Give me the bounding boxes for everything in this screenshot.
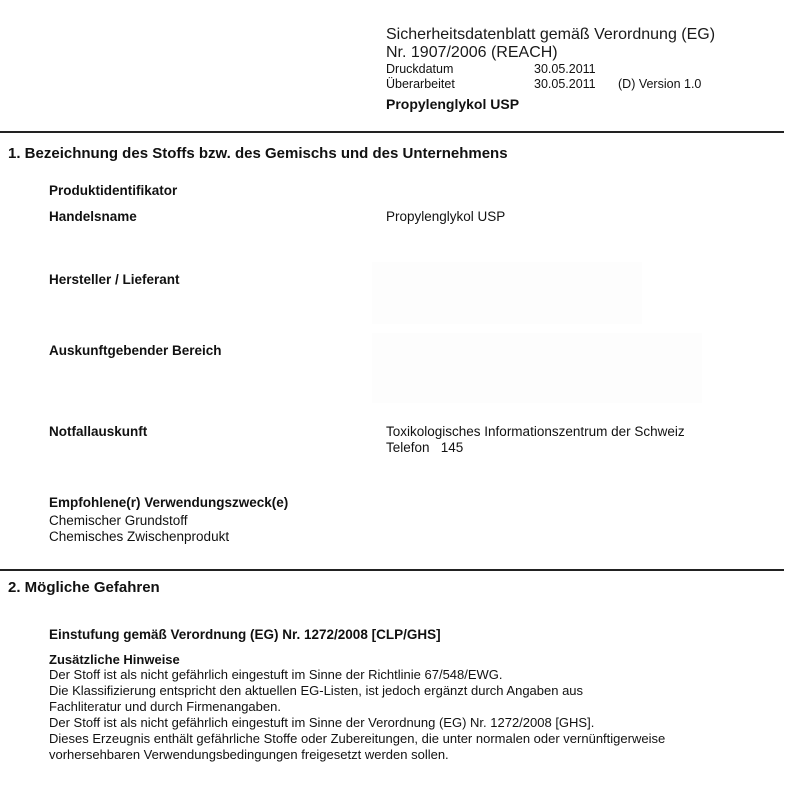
notfall-value bbox=[386, 424, 685, 456]
hinweise-line: Fachliteratur und durch Firmenangaben. bbox=[49, 699, 281, 714]
verwendung-item: Chemisches Zwischenprodukt bbox=[49, 529, 230, 544]
verwendung-list bbox=[49, 513, 229, 545]
einstufung-label: Einstufung gemäß Verordnung (EG) Nr. 1272/2008 [CLP/GHS] bbox=[49, 627, 441, 642]
druckdatum-value: 30.05.2011 bbox=[534, 62, 596, 76]
druckdatum-row bbox=[386, 62, 715, 77]
hersteller-redacted-area bbox=[372, 262, 642, 324]
ueberarbeitet-value: 30.05.2011 bbox=[534, 77, 596, 91]
notfall-line2: Telefon 145 bbox=[386, 440, 464, 455]
hinweise-line: Der Stoff ist als nicht gefährlich eingestuft im Sinne der Verordnung (EG) Nr. 1272/2008 [GHS]. bbox=[49, 715, 595, 730]
ueberarbeitet-label: Überarbeitet bbox=[386, 77, 455, 91]
section1-title: 1. Bezeichnung des Stoffs bzw. des Gemischs und des Unternehmens bbox=[8, 145, 508, 162]
section2-title: 2. Mögliche Gefahren bbox=[8, 579, 160, 596]
hinweise-line: Dieses Erzeugnis enthält gefährliche Stoffe oder Zubereitungen, die unter normalen oder vernünftigerweise bbox=[49, 731, 666, 746]
header-title-line2: Nr. 1907/2006 (REACH) bbox=[386, 44, 558, 61]
version-label: (D) Version 1.0 bbox=[618, 77, 702, 91]
section1-divider bbox=[0, 131, 784, 133]
hinweise-line: Die Klassifizierung entspricht den aktuellen EG-Listen, ist jedoch ergänzt durch Angaben aus bbox=[49, 683, 584, 698]
handelsname-label: Handelsname bbox=[49, 209, 137, 224]
verwendung-item: Chemischer Grundstoff bbox=[49, 513, 188, 528]
hersteller-label: Hersteller / Lieferant bbox=[49, 272, 180, 287]
hinweise-label: Zusätzliche Hinweise bbox=[49, 652, 180, 667]
produktidentifikator-label: Produktidentifikator bbox=[49, 183, 178, 198]
auskunft-label: Auskunftgebender Bereich bbox=[49, 343, 222, 358]
section2-divider bbox=[0, 569, 784, 571]
ueberarbeitet-row bbox=[386, 77, 715, 92]
document-header bbox=[386, 26, 715, 112]
auskunft-redacted-area bbox=[372, 333, 702, 403]
header-product-name: Propylenglykol USP bbox=[386, 96, 520, 112]
verwendung-label: Empfohlene(r) Verwendungszweck(e) bbox=[49, 495, 289, 510]
hinweise-line: Der Stoff ist als nicht gefährlich eingestuft im Sinne der Richtlinie 67/548/EWG. bbox=[49, 667, 503, 682]
notfall-label: Notfallauskunft bbox=[49, 424, 148, 439]
header-title-line1: Sicherheitsdatenblatt gemäß Verordnung (EG) bbox=[386, 26, 716, 43]
notfall-line1: Toxikologisches Informationszentrum der Schweiz bbox=[386, 424, 685, 439]
hinweise-line: vorhersehbaren Verwendungsbedingungen freigesetzt werden sollen. bbox=[49, 747, 449, 762]
hinweise-text bbox=[49, 667, 665, 763]
druckdatum-label: Druckdatum bbox=[386, 62, 454, 76]
handelsname-value: Propylenglykol USP bbox=[386, 209, 506, 224]
